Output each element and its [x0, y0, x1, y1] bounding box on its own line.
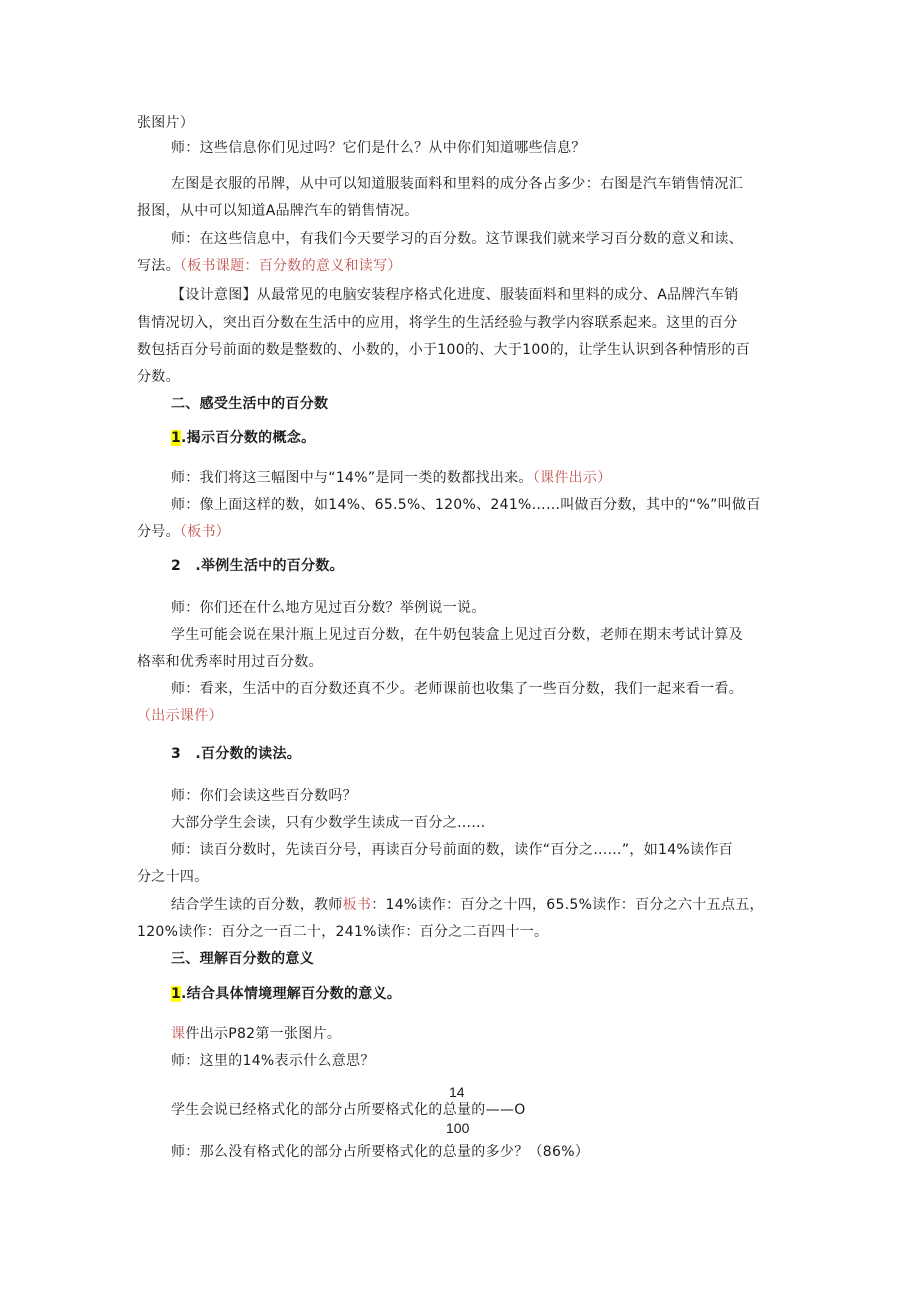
text-line: [171, 428, 315, 448]
text-line: [171, 174, 743, 194]
annotation-text: 课: [171, 1026, 186, 1042]
text-line: [171, 468, 612, 488]
text-span: 师：我们将这三幅图中与“14%”是同一类的数都找出来。: [171, 470, 533, 486]
fraction-numerator: 14: [449, 1084, 465, 1100]
text-line: [137, 256, 402, 276]
text-line: [171, 840, 733, 860]
highlighted-number: 1: [171, 430, 182, 446]
text-line: [171, 285, 739, 305]
annotation-text: 板书: [342, 897, 372, 913]
text-line: [137, 201, 419, 221]
text-span: 120%读作：百分之一百二十，241%读作：百分之二百四十一。: [137, 924, 549, 940]
text-line: [171, 744, 301, 764]
text-span: 师：像上面这样的数，如14%、65.5%、120%、241%……叫做百分数，其中的“%”叫做百: [171, 497, 761, 513]
annotation-text: （板书）: [179, 524, 231, 540]
text-line: [137, 706, 223, 726]
text-line: [171, 813, 486, 833]
text-span: 师：在这些信息中，有我们今天要学习的百分数。这节课我们就来学习百分数的意义和读、: [171, 231, 743, 247]
text-span: 张图片）: [137, 115, 195, 131]
text-span: 师：你们会读这些百分数吗？: [171, 788, 357, 804]
text-span: 师：这些信息你们见过吗？它们是什么？从中你们知道哪些信息？: [171, 140, 586, 156]
text-span: .揭示百分数的概念。: [181, 430, 316, 446]
text-span: .结合具体情境理解百分数的意义。: [181, 986, 402, 1002]
text-span: 件出示P82第一张图片。: [185, 1026, 342, 1042]
text-span: 师：这里的14%表示什么意思？: [171, 1053, 375, 1069]
text-line: [137, 313, 738, 333]
text-line: [171, 598, 486, 618]
text-line: [171, 138, 586, 158]
annotation-text: （课件出示）: [532, 470, 612, 486]
text-line: [171, 556, 344, 576]
text-line: [171, 984, 401, 1004]
text-line: [171, 895, 764, 915]
annotation-text: （板书课题：百分数的意义和读写）: [179, 258, 402, 274]
text-span: 分之十四。: [137, 869, 209, 885]
text-line: [171, 229, 743, 249]
text-span: 报图，从中可以知道A品牌汽车的销售情况。: [137, 203, 419, 219]
text-span: 师：读百分数时，先读百分号，再读百分号前面的数，读作“百分之……”，如14%读作百: [171, 842, 733, 858]
annotation-text: （出示课件）: [137, 708, 223, 724]
text-span: 3 .百分数的读法。: [171, 746, 302, 762]
text-span: 售情况切入，突出百分数在生活中的应用，将学生的生活经验与教学内容联系起来。这里的百分: [137, 315, 738, 331]
text-line: [137, 367, 180, 387]
text-span: 分数。: [137, 369, 180, 385]
text-line: [171, 1100, 526, 1120]
text-line: [137, 922, 548, 942]
text-line: [171, 1142, 589, 1162]
text-span: 格率和优秀率时用过百分数。: [137, 654, 323, 670]
text-span: 学生可能会说在果汁瓶上见过百分数，在牛奶包装盒上见过百分数，老师在期末考试计算及: [171, 627, 743, 643]
text-line: [137, 340, 750, 360]
text-span: 【设计意图】从最常见的电脑安装程序格式化进度、服装面料和里料的成分、A品牌汽车销: [171, 287, 739, 303]
text-span: 结合学生读的百分数，教师: [171, 897, 343, 913]
text-line: [171, 495, 761, 515]
text-line: [137, 867, 209, 887]
text-line: [137, 652, 323, 672]
text-span: 写法。: [137, 258, 180, 274]
text-span: 师：那么没有格式化的部分占所要格式化的总量的多少？（86%）: [171, 1144, 590, 1160]
text-line: [171, 1051, 375, 1071]
fraction-denominator: 100: [446, 1120, 470, 1136]
text-span: 三、理解百分数的意义: [171, 951, 314, 967]
text-line: [171, 1024, 341, 1044]
text-span: 学生会说已经格式化的部分占所要格式化的总量的——O: [171, 1102, 526, 1118]
text-span: 分号。: [137, 524, 180, 540]
text-span: 二、感受生活中的百分数: [171, 396, 329, 412]
text-span: 数包括百分号前面的数是整数的、小数的，小于100的、大于100的，让学生认识到各种情形的百: [137, 342, 750, 358]
text-line: [137, 113, 194, 133]
text-line: [171, 949, 314, 969]
highlighted-number: 1: [171, 986, 182, 1002]
text-span: 师：你们还在什么地方见过百分数？举例说一说。: [171, 600, 486, 616]
text-span: 大部分学生会读，只有少数学生读成一百分之……: [171, 815, 486, 831]
text-span: 左图是衣服的吊牌，从中可以知道服装面料和里料的成分各占多少：右图是汽车销售情况汇: [171, 176, 743, 192]
text-line: [171, 786, 357, 806]
text-line: [171, 679, 743, 699]
text-span: 2 .举例生活中的百分数。: [171, 558, 344, 574]
text-line: [171, 394, 328, 414]
text-span: ：14%读作：百分之十四，65.5%读作：百分之六十五点五，: [371, 897, 764, 913]
text-line: [137, 522, 230, 542]
text-span: 师：看来，生活中的百分数还真不少。老师课前也收集了一些百分数，我们一起来看一看。: [171, 681, 743, 697]
text-line: [171, 625, 743, 645]
